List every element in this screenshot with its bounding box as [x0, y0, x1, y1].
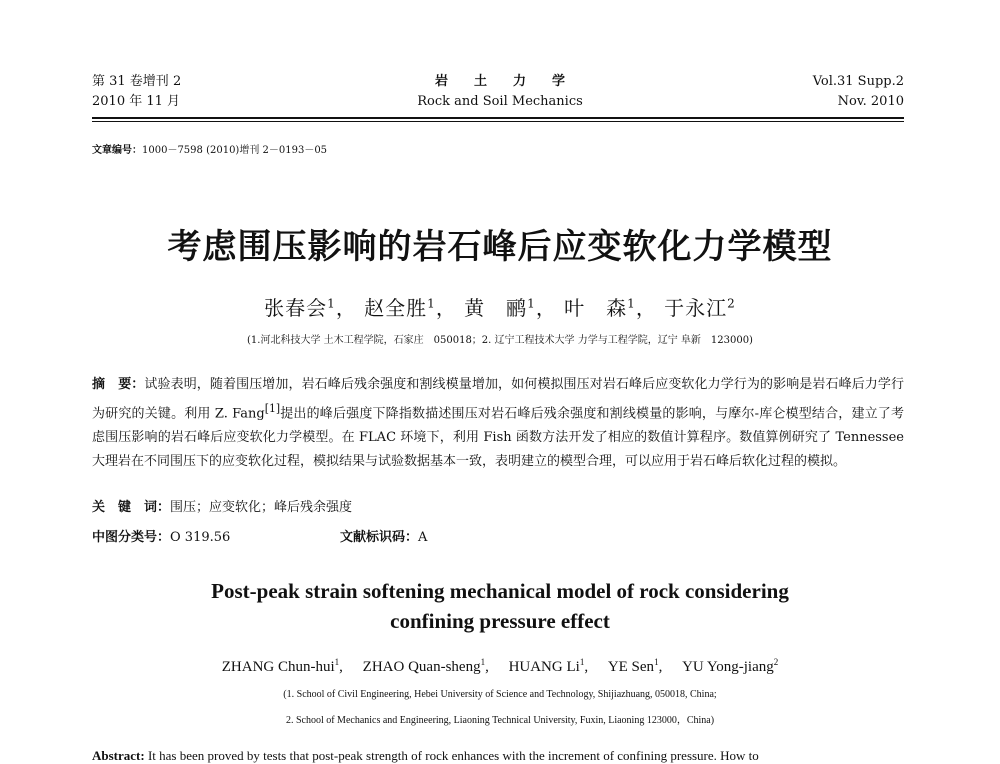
authors-cn [0, 292, 1000, 321]
publication-date: 2010 年 11 月 [92, 94, 181, 109]
citation-ref: [1] [264, 402, 281, 415]
article-number-label: 文章编号： [92, 145, 142, 156]
keywords-label: 关 键 词： [92, 500, 171, 515]
document-code-value: A [418, 530, 428, 545]
affiliation-cn: (1.河北科技大学 土木工程学院，石家庄 050018；2. 辽宁工程技术大学 力学与工程学院，辽宁 阜新 123000) [247, 335, 753, 346]
abstract-en [92, 748, 904, 764]
clc-number [92, 526, 230, 545]
paper-title-cn: 考虑围压影响的岩石峰后应变软化力学模型 [167, 227, 833, 267]
author-en: YU Yong-jiang$^2$ [682, 657, 779, 675]
paper-title-en-line1: Post-peak strain softening mechanical model of rock considering [211, 579, 789, 603]
abstract-cn [92, 373, 904, 474]
author-en: ZHAO Quan-sheng$^1$, [362, 657, 489, 675]
abstract-en-label: Abstract: [92, 748, 145, 763]
author-cn: 张春会$^1$， [264, 296, 357, 320]
article-number-value: 1000－7598 (2010)增刊 2－0193－05 [142, 145, 328, 156]
abstract-en-text: It has been proved by tests that post-peak strength of rock enhances with the increment of confining pressure. How to [147, 748, 759, 763]
volume-supp: Vol.31 Supp.2 [812, 74, 904, 89]
journal-volume-info-en [813, 72, 904, 112]
author-en: ZHANG Chun-hui$^1$, [221, 657, 343, 675]
abstract-cn-text-1: 试验表明，随着围压增加，岩石峰后残余强度和割线模量增加，如何模拟围压对岩石峰后应变软化力学行为的影响是岩石峰后力学行为研究的关键。利用 Z. Fang [92, 377, 904, 422]
author-cn: 赵全胜$^1$， [364, 296, 457, 320]
article-number [92, 141, 327, 156]
abstract-cn-label: 摘 要： [92, 377, 145, 392]
author-en: YE Sen$^1$, [607, 657, 663, 675]
author-en: HUANG Li$^1$, [508, 657, 589, 675]
author-cn: 于永江$^2$ [664, 296, 736, 320]
header-rule-thin [92, 121, 904, 122]
journal-name-en: Rock and Soil Mechanics [417, 94, 583, 109]
abstract-cn-text-2: 提出的峰后强度下降指数描述围压对岩石峰后残余强度和割线模量的影响，与摩尔-库仑模型结合，建立了考虑围压影响的岩石峰后应变软化力学模型。在 FLAC 环境下，利用 Fish 函数方法开发了相应的数值计算程序。数值算例研究了 Tennessee 大理岩在不同围压下的应变软化过程，模拟结果与试验数据基本一致，表明建立的模型合理，可以应用于岩石峰后软化过程的模拟。 [92, 406, 904, 470]
volume-issue: 第 31 卷增刊 2 [92, 74, 182, 89]
document-code-label: 文献标识码： [340, 530, 419, 545]
clc-label: 中图分类号： [92, 530, 171, 545]
affiliation-en-line2: 2. School of Mechanics and Engineering, Liaoning Technical University, Fuxin, Liaoning 123000，China) [285, 715, 715, 726]
header-rule-thick [92, 117, 904, 119]
paper-title-en [0, 576, 1000, 636]
paper-title-en-line2: confining pressure effect [390, 609, 610, 633]
author-cn: 黄 鹂$^1$， [464, 296, 557, 320]
affiliation-en-line1: (1. School of Civil Engineering, Hebei University of Science and Technology, Shijiazhuang, 050018, China; [283, 689, 717, 700]
keywords-cn [92, 496, 352, 515]
journal-name-cn: 岩土力学 [434, 74, 591, 89]
author-cn: 叶 森$^1$， [564, 296, 657, 320]
keywords-value: 围压；应变软化；峰后残余强度 [170, 500, 353, 515]
publication-date-en: Nov. 2010 [837, 94, 904, 109]
document-code [340, 526, 427, 545]
clc-value: O 319.56 [170, 530, 231, 545]
authors-en [0, 657, 1000, 676]
